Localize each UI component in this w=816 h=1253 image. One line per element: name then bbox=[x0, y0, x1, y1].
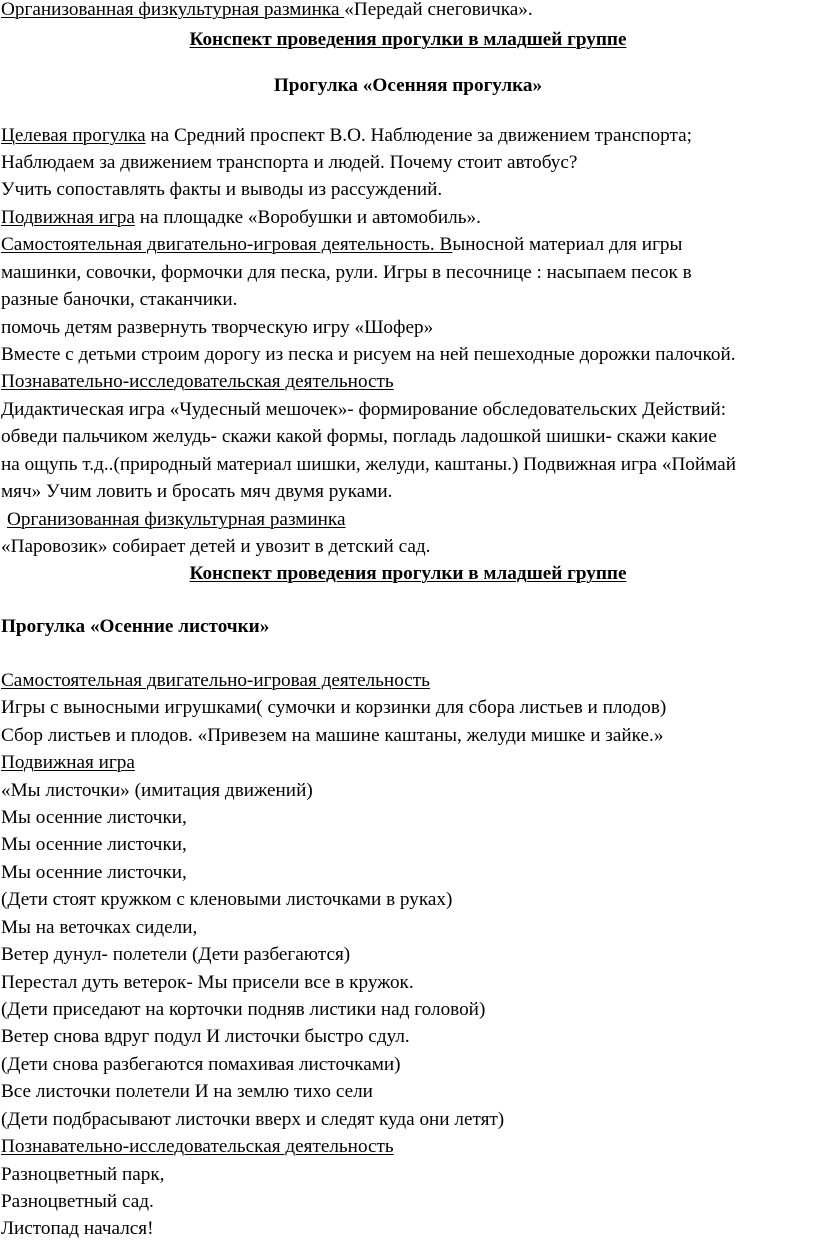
poem-line: (Дети подбрасывают листочки вверх и следят куда они летят) bbox=[1, 1109, 505, 1130]
paragraph-line: обведи пальчиком желудь- скажи какой формы, погладь ладошкой шишки- скажи какие bbox=[1, 426, 717, 447]
section-heading-underlined: Организованная физкультурная разминка bbox=[7, 509, 346, 530]
poem-line: Разноцветный парк, bbox=[1, 1164, 165, 1185]
walk-title: Прогулка «Осенние листочки» bbox=[1, 616, 270, 637]
poem-line: Мы осенние листочки, bbox=[1, 834, 187, 855]
section-heading-underlined: Подвижная игра bbox=[1, 752, 135, 773]
paragraph-line: мяч» Учим ловить и бросать мяч двумя руками. bbox=[1, 481, 393, 502]
paragraph-line: помочь детям развернуть творческую игру «Шофер» bbox=[1, 317, 434, 338]
paragraph-line: «Паровозик» собирает детей и увозит в детский сад. bbox=[1, 536, 431, 557]
section-heading-underlined: Целевая прогулка bbox=[1, 125, 146, 146]
paragraph-line: Вместе с детьми строим дорогу из песка и рисуем на ней пешеходные дорожки палочкой. bbox=[1, 344, 736, 365]
intro-line bbox=[1, 0, 533, 23]
poem-line: Мы осенние листочки, bbox=[1, 807, 187, 828]
walk-title: Прогулка «Осенняя прогулка» bbox=[273, 75, 543, 96]
poem-line: Все листочки полетели И на землю тихо сели bbox=[1, 1081, 373, 1102]
paragraph-line: Игры с выносными игрушками( сумочки и корзинки для сбора листьев и плодов) bbox=[1, 697, 667, 718]
text-run: на Средний проспект В.О. Наблюдение за движением транспорта; bbox=[145, 125, 692, 146]
poem-line: Ветер снова вдруг подул И листочки быстро сдул. bbox=[1, 1026, 410, 1047]
poem-line: Мы на веточках сидели, bbox=[1, 917, 198, 938]
poem-line: Разноцветный сад. bbox=[1, 1191, 154, 1212]
paragraph-line: на ощупь т.д..(природный материал шишки, желуди, каштаны.) Подвижная игра «Поймай bbox=[1, 454, 736, 475]
paragraph-line: Учить сопоставлять факты и выводы из рассуждений. bbox=[1, 179, 443, 200]
text-run: на площадке «Воробушки и автомобиль». bbox=[134, 207, 481, 228]
poem-line: Мы осенние листочки, bbox=[1, 862, 187, 883]
poem-line: (Дети стоят кружком с кленовыми листочками в руках) bbox=[1, 889, 453, 910]
section-heading-underlined: Самостоятельная двигательно-игровая деятельность bbox=[1, 670, 430, 691]
text-run: ыносной материал для игры bbox=[452, 234, 683, 255]
document-heading: Конспект проведения прогулки в младшей группе bbox=[189, 29, 627, 50]
paragraph-line: Наблюдаем за движением транспорта и людей. Почему стоит автобус? bbox=[1, 152, 578, 173]
poem-line: Ветер дунул- полетели (Дети разбегаются) bbox=[1, 944, 351, 965]
poem-line: Листопад начался! bbox=[1, 1218, 154, 1239]
paragraph-line bbox=[1, 122, 692, 149]
paragraph-line: Сбор листьев и плодов. «Привезем на машине каштаны, желуди мишке и зайке.» bbox=[1, 725, 664, 746]
paragraph-line bbox=[1, 204, 481, 231]
paragraph-line: машинки, совочки, формочки для песка, рули. Игры в песочнице : насыпаем песок в bbox=[1, 262, 692, 283]
paragraph-line: «Мы листочки» (имитация движений) bbox=[1, 780, 313, 801]
paragraph-line bbox=[1, 231, 682, 258]
poem-line: (Дети приседают на корточки подняв листики над головой) bbox=[1, 999, 486, 1020]
document-heading: Конспект проведения прогулки в младшей группе bbox=[189, 563, 627, 584]
text-run: «Передай снеговичка». bbox=[344, 0, 533, 20]
section-heading-underlined: Организованная физкультурная разминка bbox=[1, 0, 345, 20]
poem-line: (Дети снова разбегаются помахивая листочками) bbox=[1, 1054, 401, 1075]
paragraph-line: разные баночки, стаканчики. bbox=[1, 289, 238, 310]
section-heading-underlined: Познавательно-исследовательская деятельность bbox=[1, 1136, 394, 1157]
section-heading-underlined: Познавательно-исследовательская деятельность bbox=[1, 371, 394, 392]
section-heading-underlined: Подвижная игра bbox=[1, 207, 135, 228]
paragraph-line: Дидактическая игра «Чудесный мешочек»- формирование обследовательских Действий: bbox=[1, 399, 727, 420]
section-heading-underlined: Самостоятельная двигательно-игровая деятельность. В bbox=[1, 234, 453, 255]
poem-line: Перестал дуть ветерок- Мы присели все в кружок. bbox=[1, 972, 414, 993]
